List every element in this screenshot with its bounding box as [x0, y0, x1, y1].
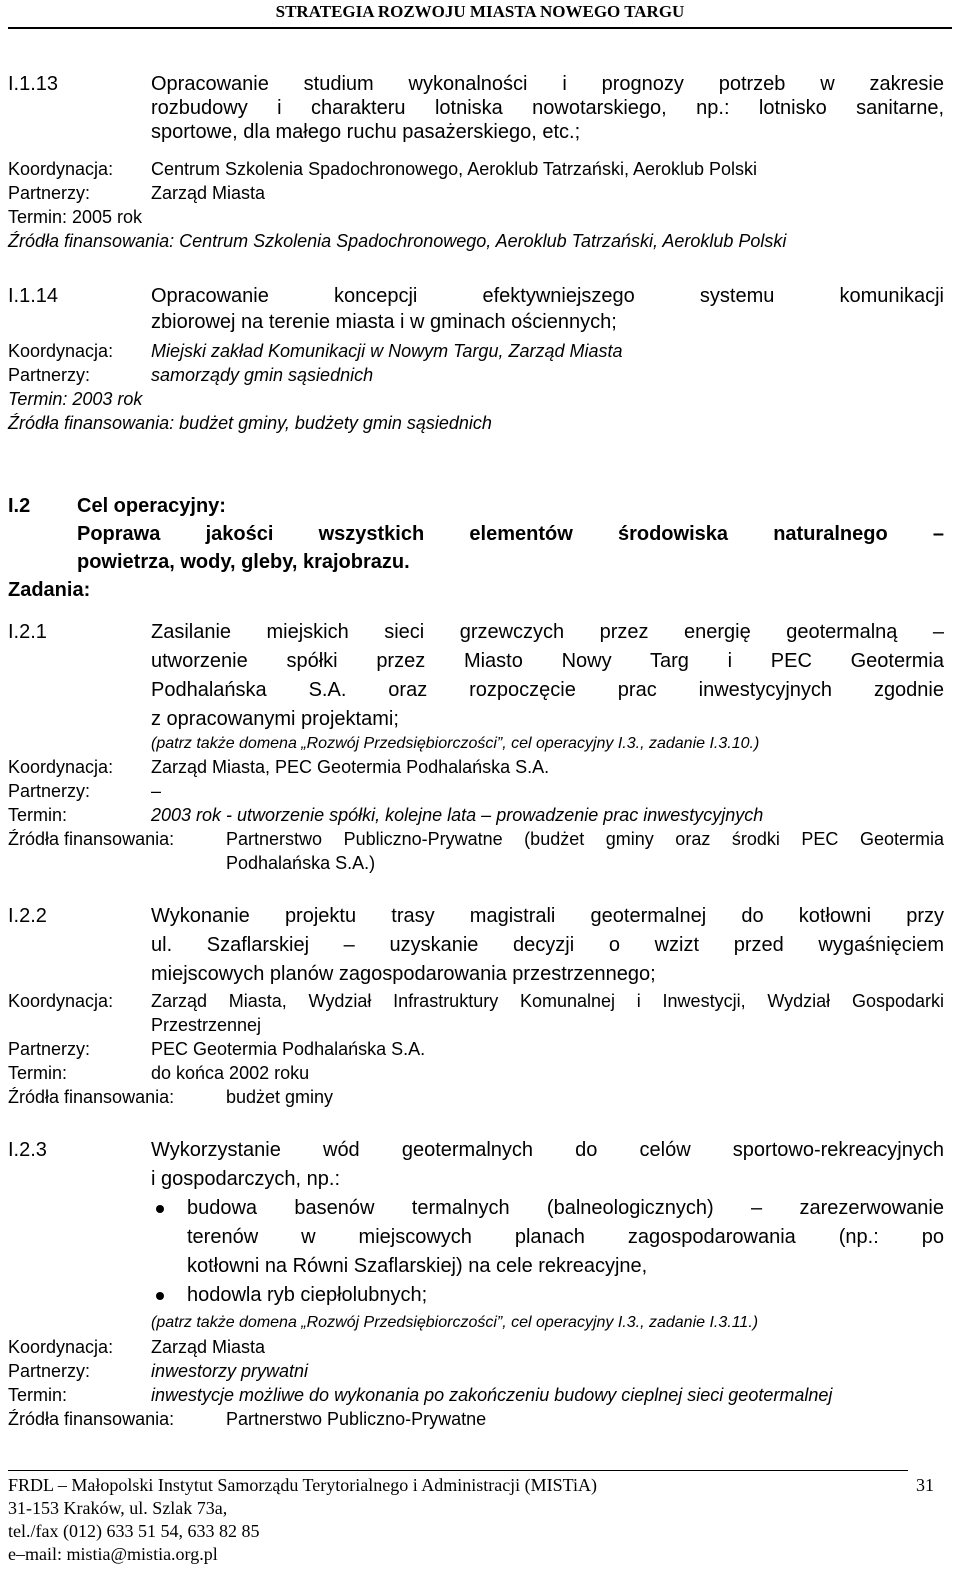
partnerzy-value: –	[151, 781, 162, 801]
partnerzy-value: inwestorzy prywatni	[151, 1361, 309, 1381]
termin-value: inwestycje możliwe do wykonania po zakończeniu budowy cieplnej sieci geotermalnej	[151, 1385, 833, 1405]
partnerzy-label: Partnerzy:	[8, 1361, 91, 1381]
footer-rule	[8, 1470, 908, 1471]
koordynacja-value: Miejski zakład Komunikacji w Nowym Targu, Zarząd Miasta	[151, 341, 623, 361]
header-rule	[8, 27, 952, 29]
koordynacja-value: Zarząd Miasta	[151, 1337, 266, 1357]
task-title-line: ul. Szaflarskiej – uzyskanie decyzji o wzizt przed wygaśnięciem	[151, 934, 944, 956]
termin-label: Termin:	[8, 805, 68, 825]
cross-reference-note: (patrz także domena „Rozwój Przedsiębiorczości”, cel operacyjny I.3., zadanie I.3.11.)	[151, 1314, 759, 1331]
partnerzy-value: Zarząd Miasta	[151, 183, 266, 203]
footer-address: 31-153 Kraków, ul. Szlak 73a,	[8, 1498, 228, 1518]
goal-label: Cel operacyjny:	[77, 495, 226, 517]
koordynacja-value: Zarząd Miasta, PEC Geotermia Podhalańska S.A.	[151, 757, 550, 777]
goal-title-line: powietrza, wody, gleby, krajobrazu.	[77, 551, 410, 573]
termin-value: 2003 rok - utworzenie spółki, kolejne lata – prowadzenie prac inwestycyjnych	[151, 805, 764, 825]
koordynacja-value-line: Przestrzennej	[151, 1015, 262, 1035]
task-title-line: z opracowanymi projektami;	[151, 708, 399, 730]
goal-number: I.2	[8, 495, 31, 517]
bullet-item-line: kotłowni na Równi Szaflarskiej) na cele rekreacyjne,	[187, 1255, 648, 1277]
zrodla-value: budżet gminy	[226, 1087, 334, 1107]
partnerzy-label: Partnerzy:	[8, 183, 91, 203]
partnerzy-label: Partnerzy:	[8, 781, 91, 801]
termin-label: Termin:	[8, 1385, 68, 1405]
zrodla-label: Źródła finansowania:	[8, 829, 175, 849]
task-number: I.1.14	[8, 285, 59, 307]
partnerzy-value: samorządy gmin sąsiednich	[151, 365, 374, 385]
task-title-line: Opracowanie studium wykonalności i prognozy potrzeb w zakresie	[151, 73, 944, 95]
task-title-line: i gospodarczych, np.:	[151, 1168, 340, 1190]
bullet-item-line: terenów w miejscowych planach zagospodarowania (np.: po	[187, 1226, 944, 1248]
zrodla-value: Partnerstwo Publiczno-Prywatne	[226, 1409, 487, 1429]
task-title-line: Wykorzystanie wód geotermalnych do celów sportowo-rekreacyjnych	[151, 1139, 944, 1161]
zrodla-value-line: Partnerstwo Publiczno-Prywatne (budżet gminy oraz środki PEC Geotermia	[226, 829, 944, 849]
cross-reference-note: (patrz także domena „Rozwój Przedsiębiorczości”, cel operacyjny I.3., zadanie I.3.10.)	[151, 735, 760, 752]
task-title-line: Opracowanie koncepcji efektywniejszego systemu komunikacji	[151, 285, 944, 307]
koordynacja-value-line: Zarząd Miasta, Wydział Infrastruktury Komunalnej i Inwestycji, Wydział Gospodarki	[151, 991, 944, 1011]
zrodla-finansowania: Źródła finansowania: budżet gminy, budżety gmin sąsiednich	[8, 413, 492, 433]
task-title-line: miejscowych planów zagospodarowania przestrzennego;	[151, 963, 656, 985]
task-title-line: Wykonanie projektu trasy magistrali geotermalnej do kotłowni przy	[151, 905, 944, 927]
goal-title-line: Poprawa jakości wszystkich elementów środowiska naturalnego –	[77, 523, 944, 545]
bullet-item-line: hodowla ryb ciepłolubnych;	[187, 1284, 428, 1306]
footer-organization: FRDL – Małopolski Instytut Samorządu Terytorialnego i Administracji (MISTiA)	[8, 1475, 598, 1495]
partnerzy-label: Partnerzy:	[8, 365, 91, 385]
zrodla-label: Źródła finansowania:	[8, 1409, 175, 1429]
task-number: I.2.3	[8, 1139, 47, 1161]
koordynacja-label: Koordynacja:	[8, 1337, 114, 1357]
partnerzy-label: Partnerzy:	[8, 1039, 91, 1059]
task-title-line: zbiorowej na terenie miasta i w gminach ościennych;	[151, 311, 617, 333]
task-title-line: Podhalańska S.A. oraz rozpoczęcie prac inwestycyjnych zgodnie	[151, 679, 944, 701]
zadania-heading: Zadania:	[8, 579, 91, 601]
footer-phone: tel./fax (012) 633 51 54, 633 82 85	[8, 1521, 260, 1541]
koordynacja-label: Koordynacja:	[8, 341, 114, 361]
task-number: I.2.2	[8, 905, 47, 927]
koordynacja-label: Koordynacja:	[8, 991, 114, 1011]
task-title-line: rozbudowy i charakteru lotniska nowotarskiego, np.: lotnisko sanitarne,	[151, 97, 944, 119]
bullet-dot	[156, 1292, 164, 1300]
termin-label: Termin:	[8, 1063, 68, 1083]
task-number: I.2.1	[8, 621, 47, 643]
task-title-line: utworzenie spółki przez Miasto Nowy Targ i PEC Geotermia	[151, 650, 944, 672]
termin-value: do końca 2002 roku	[151, 1063, 310, 1083]
koordynacja-value: Centrum Szkolenia Spadochronowego, Aeroklub Tatrzański, Aeroklub Polski	[151, 159, 758, 179]
task-title-line: sportowe, dla małego ruchu pasażerskiego, etc.;	[151, 121, 581, 143]
termin: Termin: 2005 rok	[8, 207, 143, 227]
zrodla-finansowania: Źródła finansowania: Centrum Szkolenia Spadochronowego, Aeroklub Tatrzański, Aeroklub Polski	[8, 231, 787, 251]
zrodla-value-line: Podhalańska S.A.)	[226, 853, 376, 873]
task-number: I.1.13	[8, 73, 59, 95]
koordynacja-label: Koordynacja:	[8, 159, 114, 179]
termin: Termin: 2003 rok	[8, 389, 143, 409]
header-title: STRATEGIA ROZWOJU MIASTA NOWEGO TARGU	[275, 2, 685, 21]
page-number: 31	[916, 1475, 934, 1495]
bullet-dot	[156, 1205, 164, 1213]
partnerzy-value: PEC Geotermia Podhalańska S.A.	[151, 1039, 426, 1059]
task-title-line: Zasilanie miejskich sieci grzewczych przez energię geotermalną –	[151, 621, 944, 643]
bullet-item-line: budowa basenów termalnych (balneologicznych) – zarezerwowanie	[187, 1197, 944, 1219]
koordynacja-label: Koordynacja:	[8, 757, 114, 777]
footer-email: e–mail: mistia@mistia.org.pl	[8, 1544, 218, 1564]
zrodla-label: Źródła finansowania:	[8, 1087, 175, 1107]
